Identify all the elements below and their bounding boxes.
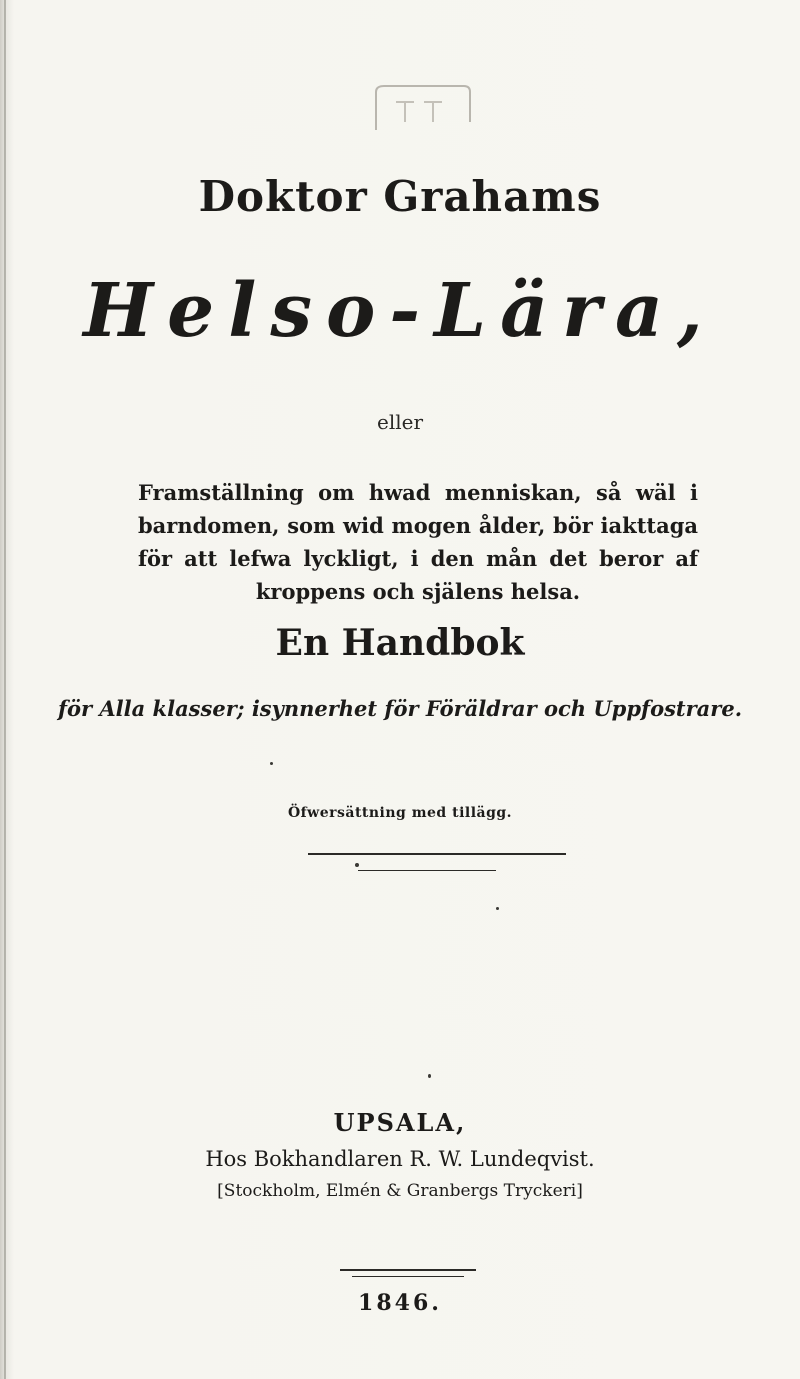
publication-year: 1846. bbox=[358, 1290, 442, 1316]
library-stamp bbox=[366, 82, 478, 134]
ornamental-rule bbox=[352, 1276, 464, 1277]
book-title: Helso-Lära, bbox=[83, 268, 717, 354]
ornamental-rule bbox=[358, 870, 496, 871]
translation-note: Öfwersättning med tillägg. bbox=[287, 805, 513, 821]
print-speck bbox=[428, 1074, 431, 1078]
print-speck bbox=[270, 762, 273, 765]
ornamental-rule bbox=[308, 853, 566, 855]
handbook-heading: En Handbok bbox=[275, 622, 525, 664]
ornamental-rule bbox=[340, 1269, 476, 1271]
printer-line: [Stockholm, Elmén & Granbergs Tryckeri] bbox=[217, 1181, 583, 1201]
print-speck bbox=[355, 863, 359, 867]
title-connector: eller bbox=[376, 410, 424, 434]
author-name: Doktor Grahams bbox=[198, 172, 602, 221]
publisher-line: Hos Bokhandlaren R. W. Lundeqvist. bbox=[205, 1147, 595, 1171]
print-speck bbox=[496, 907, 499, 910]
audience-line: för Alla klasser; isynnerhet för Föräldrar och Uppfostrare. bbox=[57, 696, 743, 721]
book-subtitle: Framställning om hwad menniskan, så wäl i barndomen, som wid mogen ålder, bör iakttaga för att lefwa lyckligt, i den mån det beror af kroppens och själens helsa. bbox=[138, 480, 698, 604]
publication-city: UPSALA, bbox=[333, 1108, 467, 1137]
